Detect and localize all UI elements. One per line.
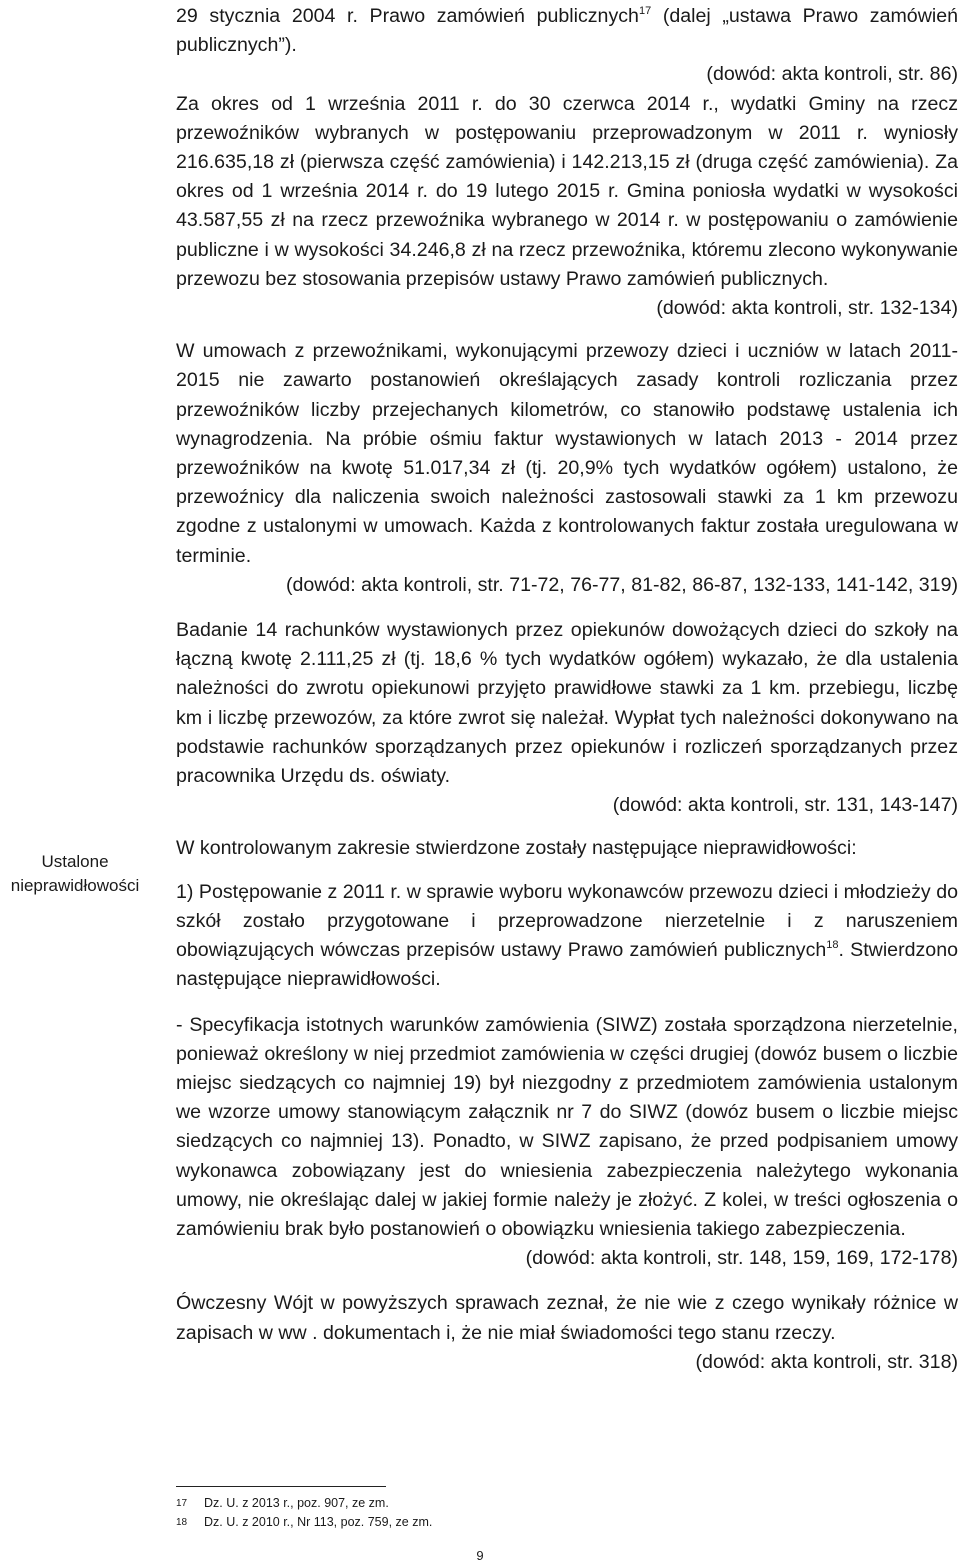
page-number: 9 (476, 1548, 484, 1563)
footnote-item (176, 1494, 676, 1513)
paragraph-irregularities-intro: W kontrolowanym zakresie stwierdzone zostały następujące nieprawidłowości: (176, 837, 857, 860)
evidence-ref: (dowód: akta kontroli, str. 148, 159, 169, 172-178) (525, 1247, 958, 1270)
footnote-ref-17[interactable]: 17 (638, 5, 652, 17)
margin-label-line1: Ustalone (41, 852, 109, 871)
paragraph-law-reference: 29 stycznia 2004 r. Prawo zamówień publicznych$^{17}$ (dalej „ustawa Prawo zamówień publicznych”). (176, 5, 958, 57)
paragraph-invoices: Badanie 14 rachunków wystawionych przez opiekunów dowożących dzieci do szkoły na łączną kwotę 2.111,25 zł (tj. 18,6 % tych wydatków ogółem) wykazało, że dla ustalenia należności do zwrotu opiekunowi przyjęto prawidłowe stawki za 1 km. przebiegu, liczbę km i liczbę przewozów, za które zwrot się należał. Wypłat tych należności dokonywano na podstawie rachunków sporządzanych przez opiekunów i rozliczeń sporządzanych przez pracownika Urzędu ds. oświaty. (176, 619, 958, 788)
evidence-ref: (dowód: akta kontroli, str. 132-134) (656, 297, 958, 320)
footnote-separator (176, 1486, 386, 1487)
footnotes (176, 1494, 676, 1532)
footnote-text: Dz. U. z 2013 r., poz. 907, ze zm. (204, 1496, 389, 1510)
footnote-text: Dz. U. z 2010 r., Nr 113, poz. 759, ze zm. (204, 1515, 433, 1529)
evidence-ref: (dowód: akta kontroli, str. 131, 143-147) (612, 794, 958, 817)
margin-label-line2: nieprawidłowości (10, 876, 140, 895)
paragraph-expenses: Za okres od 1 września 2011 r. do 30 czerwca 2014 r., wydatki Gminy na rzecz przewoźników wybranych w postępowaniu przeprowadzonym w 2011 r. wyniosły 216.635,18 zł (pierwsza część zamówienia) i 142.213,15 zł (druga część zamówienia). Za okres od 1 września 2014 r. do 19 lutego 2015 r. Gmina poniosła wydatki w wysokości 43.587,55 zł na rzecz przewoźnika wybranego w 2014 r. w postępowaniu o zamówienie publiczne i w wysokości 34.246,8 zł na rzecz przewoźnika, któremu zlecono wykonywanie przewozu bez stosowania przepisów ustawy Prawo zamówień publicznych. (176, 92, 958, 290)
body-text (176, 2, 958, 1377)
footnote-ref-18[interactable]: 18 (826, 939, 839, 952)
evidence-ref: (dowód: akta kontroli, str. 71-72, 76-77, 81-82, 86-87, 132-133, 141-142, 319) (285, 573, 958, 596)
footnote-number: 17 (176, 1498, 188, 1509)
evidence-ref: (dowód: akta kontroli, str. 318) (695, 1350, 958, 1373)
footnote-item (176, 1513, 676, 1532)
margin-label (0, 850, 150, 898)
footnote-number: 18 (176, 1517, 188, 1528)
paragraph-siwz: - Specyfikacja istotnych warunków zamówienia (SIWZ) została sporządzona nierzetelnie, ponieważ określony w niej przedmiot zamówienia w części drugiej (dowóz busem o liczbie miejsc siedzących co najmniej 19) był niezgodny z przedmiotem zamówienia ustalonym we wzorze umowy stanowiącym załącznik nr 7 do SIWZ (dowóz busem o liczbie miejsc siedzących co najmniej 13). Ponadto, w SIWZ zapisano, że przed podpisaniem umowy wykonawca zobowiązany jest do wniesienia zabezpieczenia należytego wykonania umowy, nie określając dalej w jakiej formie należy je złożyć. Z kolei, w treści ogłoszenia o zamówieniu brak było postanowień o obowiązku wniesienia takiego zabezpieczenia. (176, 1013, 958, 1240)
paragraph-testimony: Ówczesny Wójt w powyższych sprawach zeznał, że nie wie z czego wynikały różnice w zapisach w ww . dokumentach i, że nie miał świadomości tego stanu rzeczy. (176, 1292, 958, 1344)
paragraph-procedure-2011: 1) Postępowanie z 2011 r. w sprawie wyboru wykonawców przewozu dzieci i młodzieży do szkół zostało przygotowane i przeprowadzone nierzetelnie i z naruszeniem obowiązujących wówczas przepisów ustawy Prawo zamówień publicznych$^{18}$. Stwierdzono następujące nieprawidłowości. (176, 880, 958, 991)
paragraph-contracts: W umowach z przewoźnikami, wykonującymi przewozy dzieci i uczniów w latach 2011-2015 nie zawarto postanowień określających zasady kontroli rozliczania przez przewoźników liczby przejechanych kilometrów, co stanowiło podstawę ustalenia ich wynagrodzenia. Na próbie ośmiu faktur wystawionych w latach 2013 - 2014 przez przewoźników na kwotę 51.017,34 zł (tj. 20,9% tych wydatków ogółem) ustalono, że przewoźnicy dla naliczenia swoich należności zastosowali stawki za 1 km przewozu zgodne z ustalonymi w umowach. Każda z kontrolowanych faktur została uregulowana w terminie. (176, 340, 958, 567)
evidence-ref: (dowód: akta kontroli, str. 86) (706, 63, 958, 86)
